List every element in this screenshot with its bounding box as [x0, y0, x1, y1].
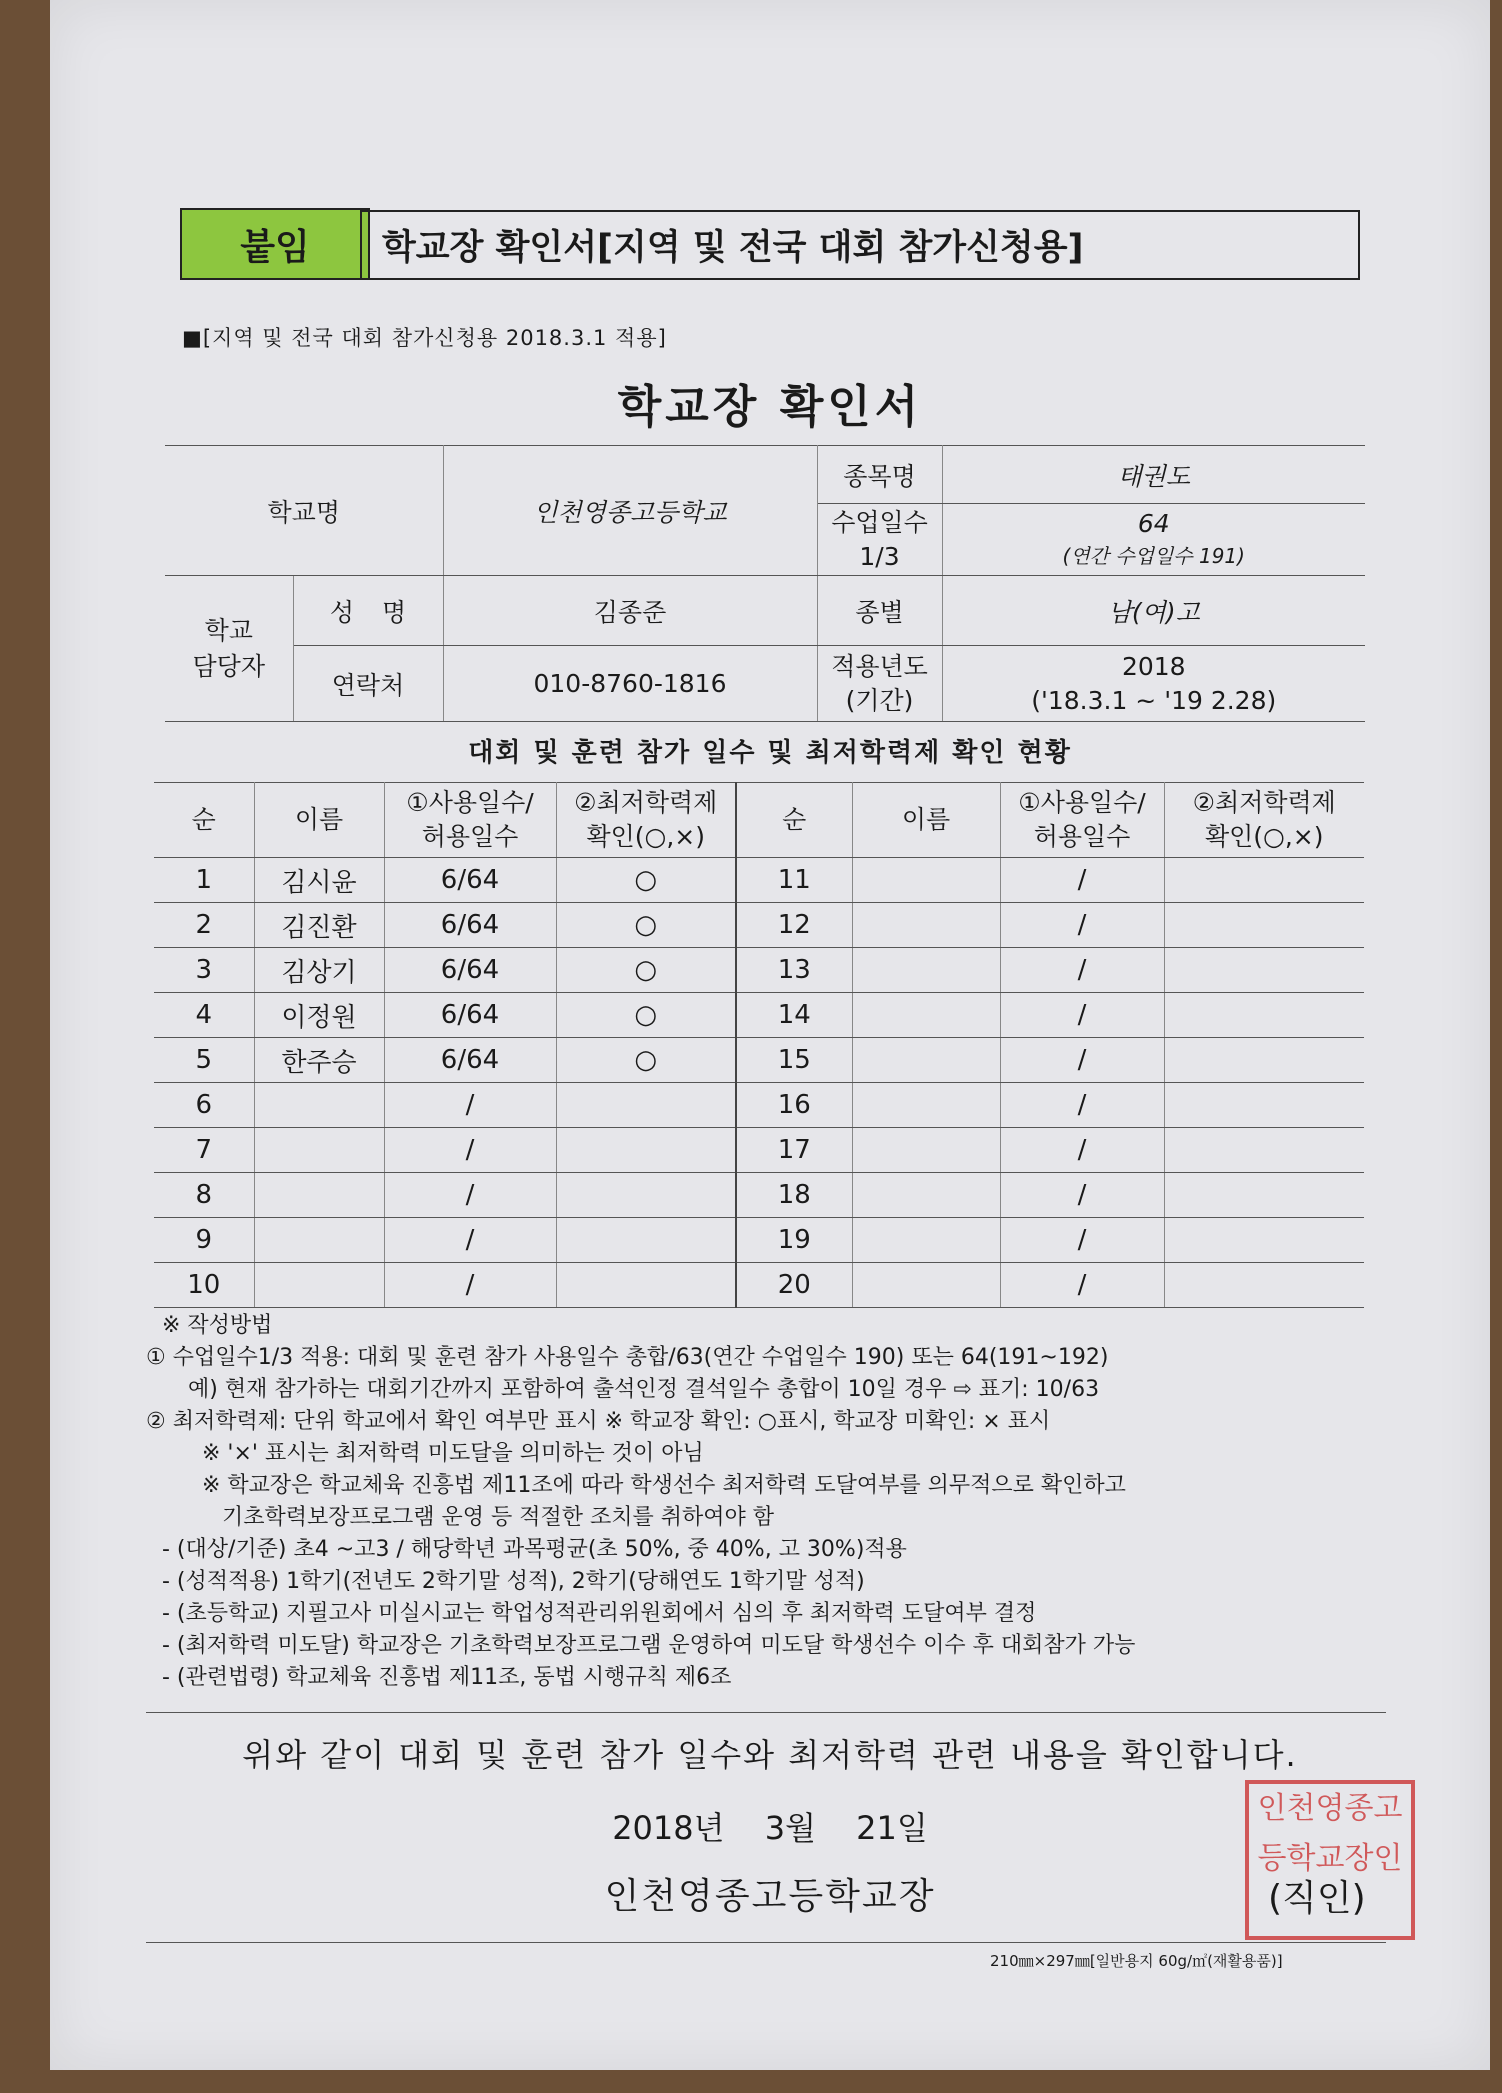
row-no: 9: [154, 1218, 254, 1263]
row-check-2: [1164, 1263, 1364, 1308]
row-days: /: [384, 1173, 556, 1218]
days-label-line1: 수업일수: [831, 507, 928, 537]
method-line-3: ② 최저학력제: 단위 학교에서 확인 여부만 표시 ※ 학교장 확인: ○표시, 학교장 미확인: × 표시: [146, 1409, 1051, 1434]
writing-method: [146, 1310, 1376, 1694]
method-line-11: - (관련법령) 학교체육 진흥법 제11조, 동법 시행규칙 제6조: [162, 1665, 732, 1690]
row-days-2: /: [1000, 1263, 1164, 1308]
header-min-2: [1164, 783, 1364, 858]
table-row: [154, 1083, 1364, 1128]
row-name: 이정원: [254, 993, 384, 1038]
row-days-2: /: [1000, 1083, 1164, 1128]
staff-label-line1: 학교: [204, 615, 253, 645]
method-line-5: ※ 학교장은 학교체육 진흥법 제11조에 따라 학생선수 최저학력 도달여부를 의무적으로 확인하고: [202, 1473, 1126, 1498]
row-no-2: 17: [736, 1128, 852, 1173]
row-no-2: 15: [736, 1038, 852, 1083]
year-value-cell: [942, 646, 1365, 722]
method-line-8: - (성적적용) 1학기(전년도 2학기말 성적), 2학기(당해연도 1학기말 성적): [162, 1569, 865, 1594]
days-label: [817, 504, 942, 576]
row-no: 8: [154, 1173, 254, 1218]
row-no: 10: [154, 1263, 254, 1308]
row-check: ○: [556, 903, 736, 948]
participation-table: [154, 782, 1364, 1308]
paper-spec: 210㎜×297㎜[일반용지 60g/㎡(재활용품)]: [990, 1952, 1283, 1970]
header-min-line1: ②최저학력제: [574, 788, 718, 817]
row-name: 한주승: [254, 1038, 384, 1083]
method-line-2: 예) 현재 참가하는 대회기간까지 포함하여 출석인정 결석일수 총합이 10일 경우 ⇨ 표기: 10/63: [188, 1377, 1100, 1402]
row-days: 6/64: [384, 903, 556, 948]
row-name-2: [852, 948, 1000, 993]
period-value: ('18.3.1 ~ '19 2.28): [1031, 685, 1277, 715]
row-name-2: [852, 858, 1000, 903]
row-no-2: 16: [736, 1083, 852, 1128]
row-days-2: /: [1000, 858, 1164, 903]
row-name-2: [852, 1128, 1000, 1173]
date-month: 3월: [764, 1809, 816, 1847]
row-days: /: [384, 1128, 556, 1173]
applicability-note: ■[지역 및 전국 대회 참가신청용 2018.3.1 적용]: [182, 326, 667, 350]
header-name-2: 이름: [852, 783, 1000, 858]
staff-name: 김종준: [443, 576, 817, 646]
row-days: /: [384, 1083, 556, 1128]
seal-text: 인천영종고 등학교장인: [1257, 1791, 1403, 1876]
contact-value: 010-8760-1816: [443, 646, 817, 722]
row-check: ○: [556, 1038, 736, 1083]
row-name-2: [852, 1038, 1000, 1083]
row-name: 김상기: [254, 948, 384, 993]
year-label: [817, 646, 942, 722]
row-no-2: 18: [736, 1173, 852, 1218]
days-value-cell: [942, 504, 1365, 576]
row-days-2: /: [1000, 1218, 1164, 1263]
row-days-2: /: [1000, 903, 1164, 948]
table-row: [154, 1173, 1364, 1218]
school-head: 인천영종고등학교장: [604, 1876, 936, 1917]
row-check-2: [1164, 858, 1364, 903]
header-min-2-line2: 확인(○,×): [1204, 822, 1324, 851]
row-name-2: [852, 1263, 1000, 1308]
method-line-6: 기초학력보장프로그램 운영 등 적절한 조치를 취하여야 함: [222, 1505, 775, 1530]
row-no-2: 13: [736, 948, 852, 993]
sport-label: 종목명: [817, 446, 942, 504]
method-title: ※ 작성방법: [162, 1313, 273, 1338]
method-line-9: - (초등학교) 지필고사 미실시교는 학업성적관리위원회에서 심의 후 최저학력 도달여부 결정: [162, 1601, 1037, 1626]
row-name-2: [852, 993, 1000, 1038]
name-label: 성 명: [293, 576, 443, 646]
header-title: 학교장 확인서[지역 및 전국 대회 참가신청용]: [360, 210, 1360, 280]
days-label-line2: 1/3: [859, 541, 900, 571]
row-check: ○: [556, 993, 736, 1038]
header-no: 순: [154, 783, 254, 858]
row-check: ○: [556, 948, 736, 993]
attachment-tag: 붙임: [180, 208, 370, 280]
table-row: [154, 1263, 1364, 1308]
row-name: 김진환: [254, 903, 384, 948]
header-days-line1: ①사용일수/: [406, 788, 534, 817]
row-no: 1: [154, 858, 254, 903]
row-check: [556, 1173, 736, 1218]
date-year: 2018년: [612, 1809, 725, 1847]
row-check-2: [1164, 1173, 1364, 1218]
row-days-2: /: [1000, 993, 1164, 1038]
date-day: 21일: [856, 1809, 928, 1847]
row-no: 7: [154, 1128, 254, 1173]
header-min: [556, 783, 736, 858]
row-no: 4: [154, 993, 254, 1038]
row-check: [556, 1218, 736, 1263]
row-no-2: 11: [736, 858, 852, 903]
document-paper: [50, 0, 1490, 2070]
method-line-1: ① 수업일수1/3 적용: 대회 및 훈련 참가 사용일수 총합/63(연간 수업일수 190) 또는 64(191~192): [146, 1345, 1109, 1370]
header-days: [384, 783, 556, 858]
confirmation-text: 위와 같이 대회 및 훈련 참가 일수와 최저학력 관련 내용을 확인합니다.: [242, 1736, 1298, 1774]
table-row: [154, 993, 1364, 1038]
header-days-line2: 허용일수: [421, 822, 519, 851]
row-name-2: [852, 1218, 1000, 1263]
school-name: 인천영종고등학교: [443, 446, 817, 576]
section-title: 대회 및 훈련 참가 일수 및 최저학력제 확인 현황: [468, 738, 1072, 768]
table-header-row: [154, 783, 1364, 858]
row-no: 2: [154, 903, 254, 948]
row-name: [254, 1173, 384, 1218]
method-line-4: ※ '×' 표시는 최저학력 미도달을 의미하는 것이 아님: [202, 1441, 704, 1466]
type-value: 남(여)고: [942, 576, 1365, 646]
row-check-2: [1164, 1128, 1364, 1173]
table-row: [154, 858, 1364, 903]
row-no-2: 19: [736, 1218, 852, 1263]
row-check: ○: [556, 858, 736, 903]
header-min-2-line1: ②최저학력제: [1192, 788, 1336, 817]
row-check: [556, 1083, 736, 1128]
bottom-divider: [146, 1942, 1386, 1943]
row-days: 6/64: [384, 1038, 556, 1083]
header-days-2-line1: ①사용일수/: [1018, 788, 1146, 817]
row-check-2: [1164, 1083, 1364, 1128]
row-check-2: [1164, 993, 1364, 1038]
staff-label-line2: 담당자: [192, 651, 265, 681]
days-value: 64: [1137, 508, 1170, 538]
method-line-10: - (최저학력 미도달) 학교장은 기초학력보장프로그램 운영하여 미도달 학생선수 이수 후 대회참가 가능: [162, 1633, 1136, 1658]
header-no-2: 순: [736, 783, 852, 858]
row-check: [556, 1263, 736, 1308]
row-no: 5: [154, 1038, 254, 1083]
school-label: 학교명: [165, 446, 443, 576]
row-days: 6/64: [384, 858, 556, 903]
divider: [146, 1712, 1386, 1713]
row-days-2: /: [1000, 1038, 1164, 1083]
staff-label: [165, 576, 293, 722]
row-check-2: [1164, 1038, 1364, 1083]
row-days-2: /: [1000, 1128, 1164, 1173]
row-name-2: [852, 1173, 1000, 1218]
row-check: [556, 1128, 736, 1173]
row-check-2: [1164, 903, 1364, 948]
row-no-2: 14: [736, 993, 852, 1038]
contact-label: 연락처: [293, 646, 443, 722]
year-label-line1: 적용년도: [831, 651, 928, 681]
row-days-2: /: [1000, 1173, 1164, 1218]
days-note: (연간 수업일수 191): [1062, 543, 1245, 568]
table-row: [154, 1218, 1364, 1263]
seal-label: (직인): [1268, 1878, 1366, 1919]
row-days: /: [384, 1263, 556, 1308]
page-title: 학교장 확인서: [617, 380, 923, 433]
sport-value: 태권도: [942, 446, 1365, 504]
row-name: [254, 1128, 384, 1173]
row-name: [254, 1263, 384, 1308]
row-no: 3: [154, 948, 254, 993]
row-days: 6/64: [384, 948, 556, 993]
row-days: /: [384, 1218, 556, 1263]
row-no-2: 12: [736, 903, 852, 948]
row-no: 6: [154, 1083, 254, 1128]
row-name: [254, 1218, 384, 1263]
row-days-2: /: [1000, 948, 1164, 993]
header-days-2: [1000, 783, 1164, 858]
row-name-2: [852, 1083, 1000, 1128]
row-no-2: 20: [736, 1263, 852, 1308]
row-name: 김시윤: [254, 858, 384, 903]
method-line-7: - (대상/기준) 초4 ~고3 / 해당학년 과목평균(초 50%, 중 40%, 고 30%)적용: [162, 1537, 907, 1562]
type-label: 종별: [817, 576, 942, 646]
row-check-2: [1164, 1218, 1364, 1263]
row-name-2: [852, 903, 1000, 948]
table-row: [154, 1038, 1364, 1083]
year-label-line2: (기간): [845, 685, 914, 715]
table-row: [154, 948, 1364, 993]
header-name: 이름: [254, 783, 384, 858]
row-check-2: [1164, 948, 1364, 993]
header-days-2-line2: 허용일수: [1033, 822, 1131, 851]
year-value: 2018: [1121, 651, 1186, 681]
header-min-line2: 확인(○,×): [586, 822, 705, 851]
info-table: [165, 445, 1365, 722]
row-days: 6/64: [384, 993, 556, 1038]
table-row: [154, 1128, 1364, 1173]
table-row: [154, 903, 1364, 948]
row-name: [254, 1083, 384, 1128]
